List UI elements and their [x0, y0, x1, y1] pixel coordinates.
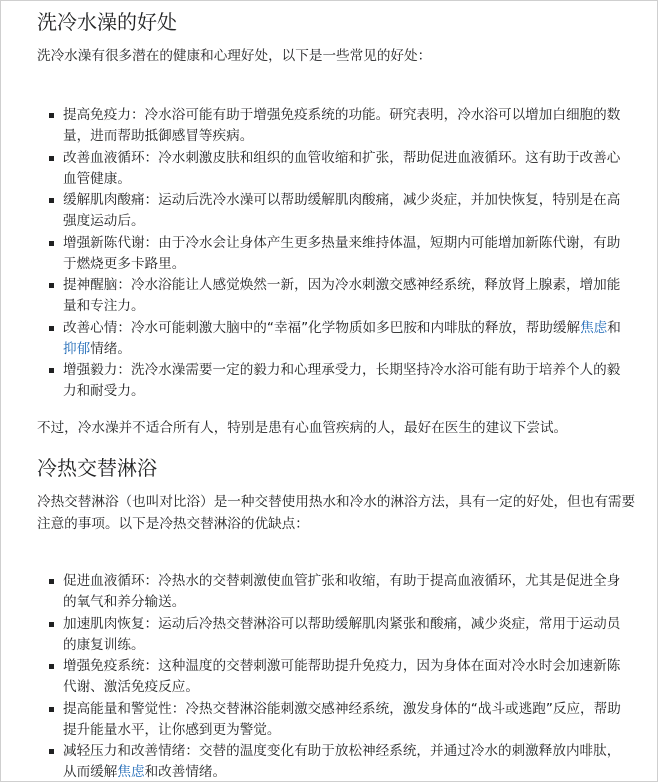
list-item: 加速肌肉恢复：运动后冷热交替淋浴可以帮助缓解肌肉紧张和酸痛，减少炎症，常用于运动员的康复训练。: [47, 614, 627, 656]
section-intro: 洗冷水澡有很多潜在的健康和心理好处，以下是一些常见的好处：: [37, 48, 432, 64]
list-item-text: 和: [607, 319, 621, 336]
list-item-text: 情绪。: [90, 340, 131, 357]
section-note: 不过，冷水澡并不适合所有人，特别是患有心血管疾病的人，最好在医生的建议下尝试。: [37, 420, 568, 436]
anxiety-link[interactable]: 焦虑: [117, 764, 145, 780]
list-item: 提神醒脑：冷水浴能让人感觉焕然一新，因为冷水刺激交感神经系统，释放肾上腺素，增加能量和专注力。: [47, 275, 627, 317]
list-item: 缓解肌肉酸痛：运动后洗冷水澡可以帮助缓解肌肉酸痛，减少炎症，并加快恢复，特别是在高强度运动后。: [47, 190, 627, 232]
list-item: 提高免疫力：冷水浴可能有助于增强免疫系统的功能。研究表明，冷水浴可以增加白细胞的数量，进而帮助抵御感冒等疾病。: [47, 105, 627, 147]
list-item: 增强毅力：洗冷水澡需要一定的毅力和心理承受力，长期坚持冷水浴可能有助于培养个人的毅力和耐受力。: [47, 360, 627, 402]
list-item: 增强新陈代谢：由于冷水会让身体产生更多热量来维持体温，短期内可能增加新陈代谢，有助于燃烧更多卡路里。: [47, 233, 627, 275]
section-intro: 冷热交替淋浴（也叫对比浴）是一种交替使用热水和冷水的淋浴方法，具有一定的好处，但也有需要注意的事项。以下是冷热交替淋浴的优缺点：: [37, 494, 636, 532]
list-item: 增强免疫系统：这种温度的交替刺激可能帮助提升免疫力，因为身体在面对冷水时会加速新陈代谢、激活免疫反应。: [47, 656, 627, 698]
section-heading-cold-shower: 洗冷水澡的好处: [37, 10, 177, 34]
list-item: [47, 741, 627, 783]
list-item-text: 改善心情：冷水可能刺激大脑中的“幸福”化学物质如多巴胺和内啡肽的释放，帮助缓解: [63, 319, 581, 336]
list-item: [47, 318, 627, 360]
anxiety-link[interactable]: 焦虑: [580, 319, 608, 336]
section-heading-contrast-shower: 冷热交替淋浴: [37, 456, 157, 480]
list-item: 促进血液循环：冷热水的交替刺激使血管扩张和收缩，有助于提高血液循环，尤其是促进全身的氧气和养分输送。: [47, 571, 627, 613]
benefits-list: [47, 105, 627, 403]
list-item: 改善血液循环：冷水刺激皮肤和组织的血管收缩和扩张，帮助促进血液循环。这有助于改善心血管健康。: [47, 148, 627, 190]
pros-list: [47, 571, 627, 784]
list-item-text: 减轻压力和改善情绪：交替的温度变化有助于放松神经系统，并通过冷水的刺激释放内啡肽，从而缓解: [63, 743, 621, 780]
depression-link[interactable]: 抑郁: [63, 340, 91, 357]
list-item-text: 和改善情绪。: [144, 764, 227, 780]
list-item: 提高能量和警觉性：冷热交替淋浴能刺激交感神经系统，激发身体的“战斗或逃跑”反应，帮助提升能量水平，让你感到更为警觉。: [47, 699, 627, 741]
